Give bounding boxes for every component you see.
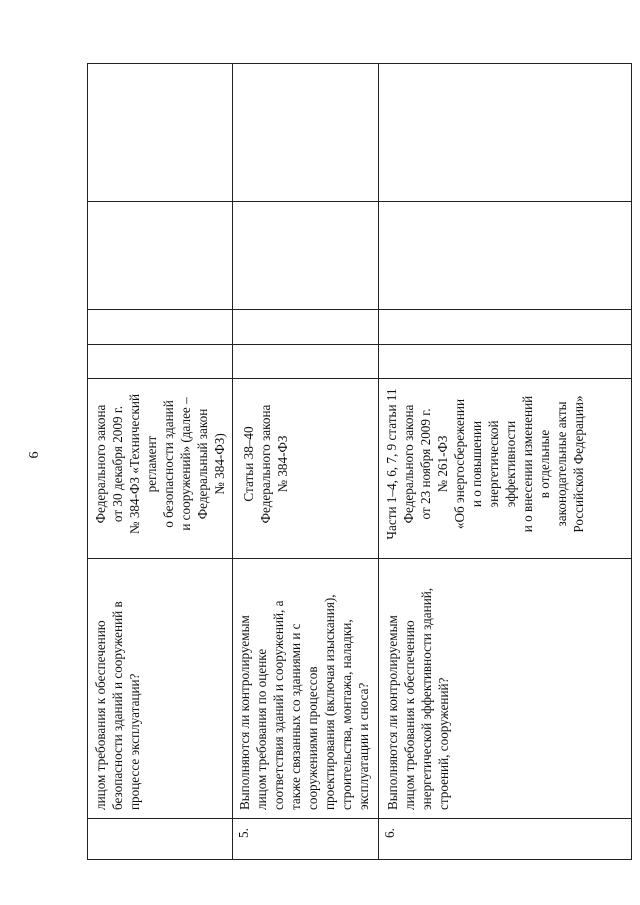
row-1-law-reference [92,375,228,553]
text-line: Части 1–4, 6, 7, 9 статьи 11 [384,388,399,540]
text-line: лицом требования по оценке [254,648,269,810]
text-line: № 261-ФЗ [435,435,450,493]
row-5-number: 5. [236,828,251,838]
row-1-question [92,554,143,810]
text-line: Выполняются ли контролируемым [385,615,400,810]
text-line: «Об энергосбережении [452,398,467,530]
text-line: о безопасности зданий [161,400,176,528]
text-line: № 384-ФЗ «Технический [127,393,142,535]
column-divider [88,309,631,310]
row-5-law-reference [240,375,291,553]
text-line: безопасности зданий и сооружений в [110,601,125,810]
text-line: регламент [144,435,159,493]
page-number: 6 [27,451,42,459]
row-6-law-reference [383,375,587,553]
row-6-number: 6. [382,828,397,838]
text-line: законодательные акты [554,401,569,527]
text-line: № 384-ФЗ) [212,433,227,495]
row-divider [378,64,379,859]
text-line: лицом требования к обеспечению [402,620,417,810]
row-6-question [384,554,452,810]
text-line: Федерального закона [258,404,273,524]
text-line: Федеральный закон [195,408,210,520]
text-line: сооружениями процессов [305,666,320,810]
text-line: от 30 декабря 2009 г. [110,405,125,523]
text-line: эксплуатации и сноса? [356,682,371,810]
column-divider [88,818,631,819]
text-line: Федерального закона [93,404,108,524]
text-line: Статьи 38–40 [241,426,256,502]
row-5-question [236,554,372,810]
text-line: в отдельные [537,429,552,499]
column-divider [88,344,631,345]
text-line: Выполняются ли контролируемым [237,615,252,810]
text-line: строительства, монтажа, наладки, [339,619,354,810]
text-line: № 384-ФЗ [275,435,290,493]
text-line: проектирования (включая изыскания), [322,594,337,810]
text-line: также связанных со зданиями и с [288,623,303,810]
text-line: энергетической эффективности зданий, [419,587,434,810]
text-line: энергетической [486,420,501,508]
text-line: эффективности [503,420,518,508]
text-line: и о повышении [469,420,484,508]
text-line: Федерального закона [401,404,416,524]
text-line: и сооружений» (далее – [178,397,193,531]
text-line: лицом требования к обеспечению [93,620,108,810]
text-line: и о внесении изменений [520,395,535,533]
text-line: процессе эксплуатации? [127,673,142,810]
text-line: строений, сооружений? [436,677,451,810]
text-line: соответствия зданий и сооружений, а [271,600,286,810]
text-line: Российской Федерации» [571,395,586,533]
text-line: от 23 ноября 2009 г. [418,408,433,520]
column-divider [88,201,631,202]
row-divider [232,64,233,859]
